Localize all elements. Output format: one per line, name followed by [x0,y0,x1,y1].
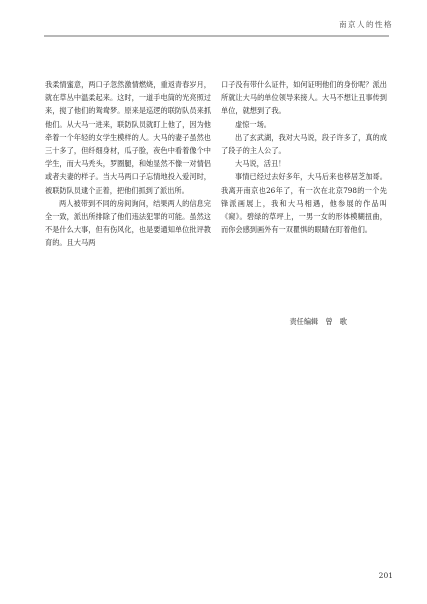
paragraph: 事情已经过去好多年，大马后来也移居芝加哥。我离开南京也26年了，有一次在北京798的一个先锋派画展上，我和大马相遇，他参展的作品叫《窥》。碧绿的草坪上，一男一女的形体模糊扭曲，而你会感到画外有一双瞿惧的眼睛在盯着他们。 [221,172,387,235]
header-rule [44,35,389,37]
editor-credit: 责任编辑 曾 歌 [289,317,347,326]
paragraph: 口子没有带什么证件，如何证明他们的身份呢？派出所就让大马的单位领导来接人。大马不想让丑事传到单位，就想到了我。 [221,80,387,116]
paragraph: 我柔情蜜意，两口子忽然激情燃烧，重返青春岁月，就在草丛中温柔起来。这时，一道手电筒的光亮照过来，搅了他们的鸳鸯梦。原来是巡逻的联防队员来抓他们。从大马一进来，联防队员就盯上他了，因为他牵着一个年轻的女学生模样的人。大马的妻子虽然也三十多了，但纤细身材，瓜子脸，夜色中看着像个中学生，而大马秃头，罗圈腿，和她显然不像一对情侣或者夫妻的样子。当大马两口子忘情地投入爱河时，被联防队员逮个正着，把他们抓到了派出所。 [45,80,211,195]
left-column [45,78,211,250]
page-number: 201 [378,571,393,580]
paragraph: 两人被带到不同的房间询问，结果两人的信息完全一致，派出所排除了他们违法犯罪的可能。虽然这不是什么大事，但有伤风化，也是要通知单位批评教育的。且大马两 [45,198,211,248]
paragraph: 大马说，活丑！ [235,159,286,169]
right-column [221,78,387,236]
paragraph: 出了玄武湖，我对大马说，段子许多了，真的成了段子的主人公了。 [221,132,387,156]
paragraph: 虚惊一场。 [235,119,271,129]
running-head: 南京人的性格 [339,20,393,29]
